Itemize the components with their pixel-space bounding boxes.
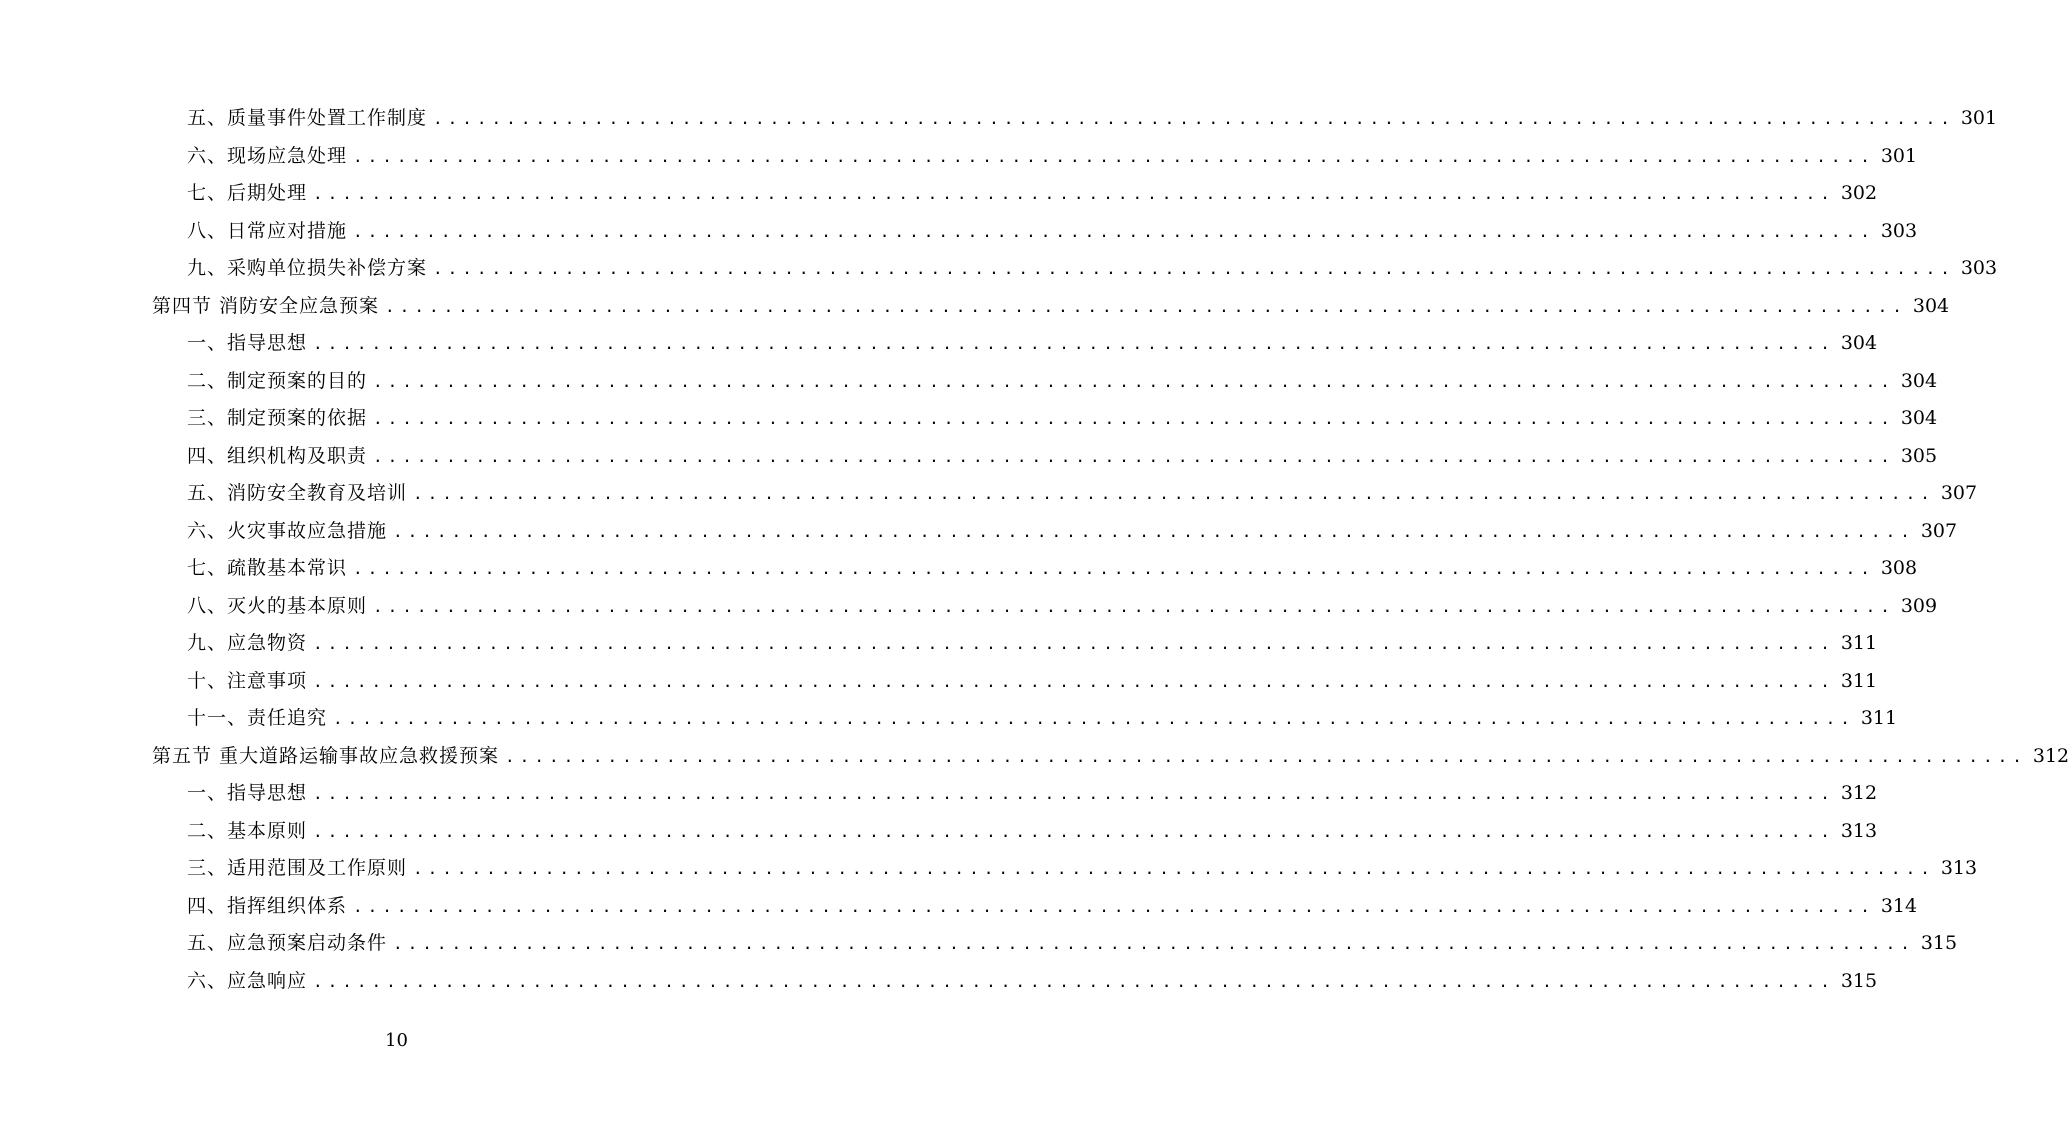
toc-entry[interactable] [187, 438, 1938, 475]
dot-leader: ........................................................................................................ [373, 596, 1895, 616]
dot-leader: ........................................................................................................ [313, 671, 1835, 691]
toc-entry[interactable] [187, 550, 1918, 587]
toc-entry-page: 311 [1840, 669, 1878, 692]
toc-entry-title: 七、后期处理 [187, 182, 308, 204]
toc-entry-title: 六、现场应急处理 [187, 144, 348, 167]
toc-entry-page: 303 [1960, 257, 1998, 279]
toc-entry-title: 五、质量事件处置工作制度 [187, 107, 428, 129]
toc-entry-page: 305 [1900, 444, 1938, 467]
toc-entry-page: 302 [1840, 182, 1878, 204]
dot-leader: ........................................................................................................ [313, 821, 1835, 841]
dot-leader: ........................................................................................................ [373, 446, 1895, 466]
toc-entry-page: 311 [1860, 707, 1898, 729]
toc-entry-title: 六、应急响应 [187, 969, 308, 992]
toc-entry-title: 一、指导思想 [187, 782, 308, 804]
dot-leader: ........................................................................................................ [333, 709, 1855, 728]
dot-leader: ........................................................................................................ [313, 634, 1835, 653]
toc-entry-title: 八、灭火的基本原则 [187, 594, 368, 617]
toc-entry-title: 二、基本原则 [187, 819, 308, 842]
toc-entry-title: 第四节 消防安全应急预案 [152, 294, 380, 317]
dot-leader: ........................................................................................................ [413, 859, 1935, 878]
toc-entry[interactable] [187, 813, 1878, 850]
toc-entry[interactable] [187, 475, 1978, 512]
dot-leader: ........................................................................................................ [393, 934, 1915, 953]
toc-entry-page: 313 [1840, 819, 1878, 842]
toc-entry[interactable] [187, 663, 1878, 700]
toc-entry[interactable] [187, 775, 1878, 812]
toc-section-heading[interactable] [152, 738, 2069, 775]
toc-entry-title: 三、适用范围及工作原则 [187, 857, 408, 879]
toc-entry[interactable] [187, 513, 1958, 550]
toc-entry[interactable] [187, 363, 1938, 400]
toc-entry-page: 307 [1940, 482, 1978, 504]
toc-entry[interactable] [187, 925, 1958, 962]
toc-entry[interactable] [187, 250, 1998, 287]
dot-leader: ........................................................................................................ [313, 334, 1835, 353]
dot-leader: ........................................................................................................ [505, 746, 2027, 766]
dot-leader: ........................................................................................................ [313, 971, 1835, 991]
toc-entry-page: 304 [1912, 294, 1950, 317]
toc-entry[interactable] [187, 700, 1898, 737]
toc-entry[interactable] [187, 100, 1998, 137]
dot-leader: ........................................................................................................ [353, 896, 1875, 916]
toc-entry-title: 二、制定预案的目的 [187, 369, 368, 392]
dot-leader: ........................................................................................................ [353, 146, 1875, 166]
toc-entry-title: 第五节 重大道路运输事故应急救援预案 [152, 744, 500, 767]
dot-leader: ........................................................................................................ [385, 296, 1907, 316]
toc-entry-page: 312 [1840, 782, 1878, 804]
toc-section-heading[interactable] [152, 288, 1950, 325]
toc-entry-page: 309 [1900, 594, 1938, 617]
toc-entry[interactable] [187, 888, 1918, 925]
toc-entry[interactable] [187, 325, 1878, 362]
toc-entry-page: 303 [1880, 219, 1918, 242]
toc-entry[interactable] [187, 175, 1878, 212]
toc-entry-title: 九、采购单位损失补偿方案 [187, 257, 428, 279]
toc-entry-page: 304 [1840, 332, 1878, 354]
dot-leader: ........................................................................................................ [313, 184, 1835, 203]
toc-entry-title: 七、疏散基本常识 [187, 557, 348, 579]
toc-entry-page: 312 [2032, 744, 2069, 767]
page-number: 10 [385, 1030, 408, 1051]
toc-entry-title: 三、制定预案的依据 [187, 407, 368, 429]
dot-leader: ........................................................................................................ [433, 259, 1955, 278]
toc-entry-page: 314 [1880, 894, 1918, 917]
toc-entry-page: 304 [1900, 407, 1938, 429]
dot-leader: ........................................................................................................ [433, 109, 1955, 128]
toc-entry[interactable] [187, 138, 1918, 175]
toc-entry-page: 311 [1840, 632, 1878, 654]
toc-entry-title: 五、应急预案启动条件 [187, 932, 388, 954]
toc-entry-title: 十、注意事项 [187, 669, 308, 692]
toc-entry-title: 五、消防安全教育及培训 [187, 482, 408, 504]
toc-entry-title: 九、应急物资 [187, 632, 308, 654]
toc-entry-page: 315 [1920, 932, 1958, 954]
toc-entry[interactable] [187, 850, 1978, 887]
toc-entry-page: 304 [1900, 369, 1938, 392]
dot-leader: ........................................................................................................ [373, 371, 1895, 391]
toc-entry-page: 301 [1960, 107, 1998, 129]
toc-entry[interactable] [187, 588, 1938, 625]
dot-leader: ........................................................................................................ [373, 409, 1895, 428]
dot-leader: ........................................................................................................ [313, 784, 1835, 803]
toc-entry-title: 十一、责任追究 [187, 707, 328, 729]
toc-entry-page: 308 [1880, 557, 1918, 579]
dot-leader: ........................................................................................................ [413, 484, 1935, 503]
toc-entry-title: 四、指挥组织体系 [187, 894, 348, 917]
toc-entry-page: 315 [1840, 969, 1878, 992]
toc-entry-page: 313 [1940, 857, 1978, 879]
toc-entry[interactable] [187, 213, 1918, 250]
toc-entry-page: 301 [1880, 144, 1918, 167]
toc-entry[interactable] [187, 400, 1938, 437]
dot-leader: ........................................................................................................ [393, 521, 1915, 541]
toc-entry-title: 八、日常应对措施 [187, 219, 348, 242]
dot-leader: ........................................................................................................ [353, 559, 1875, 578]
toc-entry-page: 307 [1920, 519, 1958, 542]
toc-entry[interactable] [187, 963, 1878, 1000]
toc-entry-title: 四、组织机构及职责 [187, 444, 368, 467]
toc-entry-title: 六、火灾事故应急措施 [187, 519, 388, 542]
dot-leader: ........................................................................................................ [353, 221, 1875, 241]
toc-entry-title: 一、指导思想 [187, 332, 308, 354]
toc-entry[interactable] [187, 625, 1878, 662]
